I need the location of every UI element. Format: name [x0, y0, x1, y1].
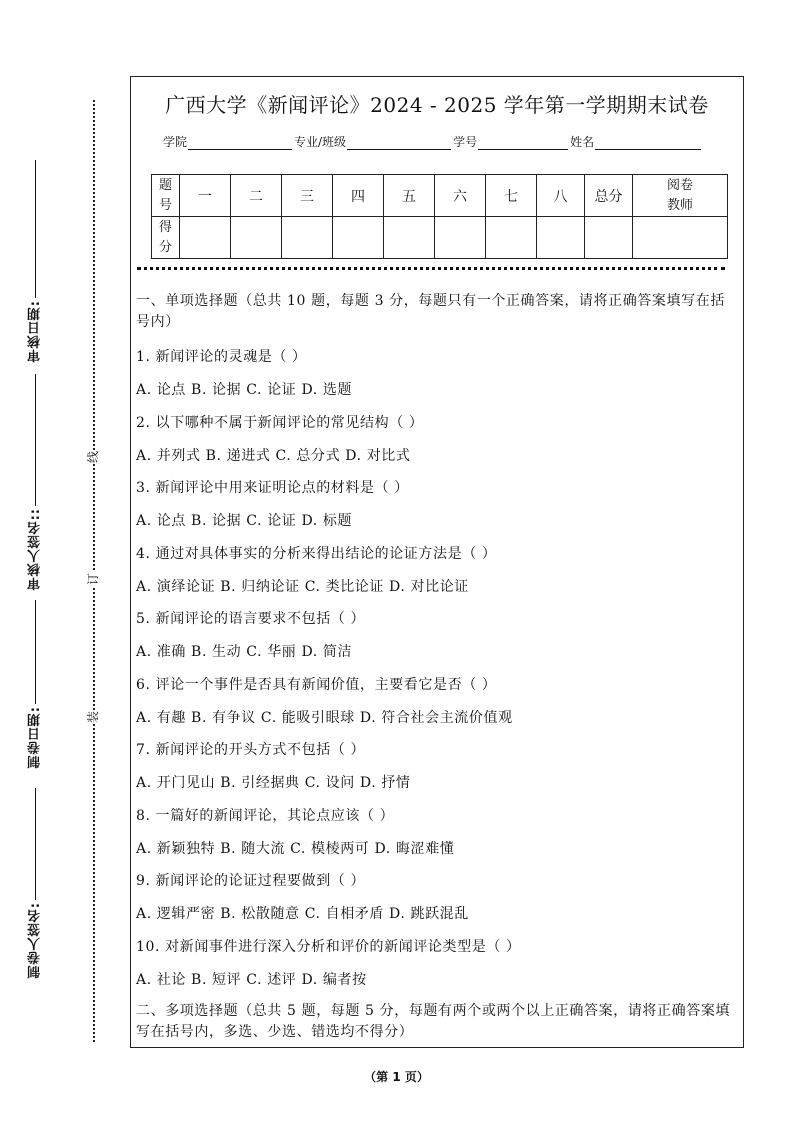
page-number: （第 1 页）: [364, 1070, 429, 1084]
major-class-label: 专业/班级: [294, 135, 347, 149]
creation-date-line: [22, 596, 48, 704]
question-5: 5. 新闻评论的语言要求不包括（ ）: [136, 611, 366, 627]
question-3: 3. 新闻评论中用来证明论点的材料是（ ）: [136, 480, 409, 496]
binding-char-zhuang: 装: [85, 710, 100, 724]
reviewer-cell[interactable]: [633, 217, 728, 259]
options-5: A. 准确 B. 生动 C. 华丽 D. 简洁: [136, 644, 353, 660]
creation-date-label: 制卷日期:: [27, 706, 43, 769]
score-cell[interactable]: [333, 217, 384, 259]
student-info-row: [163, 133, 703, 150]
reviewer-signature-label: 审核人签名::: [27, 508, 43, 591]
col-header: 五: [384, 175, 435, 217]
reviewer-signature-line: [22, 370, 48, 506]
options-1: A. 论点 B. 论据 C. 论证 D. 选题: [136, 382, 353, 398]
question-6: 6. 评论一个事件是否具有新闻价值，主要看它是否（ ）: [136, 677, 497, 693]
major-class-field[interactable]: [347, 137, 451, 150]
options-4: A. 演绎论证 B. 归纳论证 C. 类比论证 D. 对比论证: [136, 579, 469, 595]
score-cell[interactable]: [384, 217, 435, 259]
review-date-line: [22, 156, 48, 298]
score-cell[interactable]: [282, 217, 333, 259]
score-cell[interactable]: [486, 217, 537, 259]
score-cell[interactable]: [537, 217, 585, 259]
question-10: 10. 对新闻事件进行深入分析和评价的新闻评论类型是（ ）: [136, 939, 521, 955]
col-header: 八: [537, 175, 585, 217]
question-4: 4. 通过对具体事实的分析来得出结论的论证方法是（ ）: [136, 546, 497, 562]
exam-title: 广西大学《新闻评论》2024 - 2025 学年第一学期期末试卷: [165, 93, 709, 117]
score-row-header: 得 分: [152, 217, 180, 259]
college-field[interactable]: [188, 137, 292, 150]
options-9: A. 逻辑严密 B. 松散随意 C. 自相矛盾 D. 跳跃混乱: [136, 906, 469, 922]
col-header: 四: [333, 175, 384, 217]
col-header: 七: [486, 175, 537, 217]
options-3: A. 论点 B. 论据 C. 论证 D. 标题: [136, 513, 353, 529]
question-7: 7. 新闻评论的开头方式不包括（ ）: [136, 742, 366, 758]
options-8: A. 新颖独特 B. 随大流 C. 模棱两可 D. 晦涩难懂: [136, 841, 455, 857]
col-header-total: 总分: [585, 175, 633, 217]
options-2: A. 并列式 B. 递进式 C. 总分式 D. 对比式: [136, 448, 411, 464]
creator-signature-line: [22, 784, 48, 900]
student-id-label: 学号: [453, 135, 478, 149]
score-cell[interactable]: [180, 217, 231, 259]
question-9: 9. 新闻评论的论证过程要做到（ ）: [136, 873, 366, 889]
question-no-header: 题 号: [152, 175, 180, 217]
col-header: 二: [231, 175, 282, 217]
reviewer-header: 阅卷 教师: [633, 175, 728, 217]
question-1: 1. 新闻评论的灵魂是（ ）: [136, 349, 307, 365]
name-field[interactable]: [595, 137, 701, 150]
student-id-field[interactable]: [478, 137, 568, 150]
section2-heading: 二、多项选择题（总共 5 题，每题 5 分，每题有两个或两个以上正确答案，请将正确答案填写在括号内，多选、少选、错选均不得分）: [136, 1003, 731, 1040]
score-cell-total[interactable]: [585, 217, 633, 259]
options-6: A. 有趣 B. 有争议 C. 能吸引眼球 D. 符合社会主流价值观: [136, 710, 513, 726]
creator-signature-label: 制卷人签名:: [27, 902, 43, 979]
score-cell[interactable]: [231, 217, 282, 259]
exam-frame: [130, 76, 744, 1048]
col-header: 一: [180, 175, 231, 217]
binding-dotted-line: [93, 100, 95, 1042]
section1-heading: 一、单项选择题（总共 10 题，每题 3 分，每题只有一个正确答案，请将正确答案填写在括号内）: [136, 293, 725, 330]
options-7: A. 开门见山 B. 引经据典 C. 设问 D. 抒情: [136, 775, 411, 791]
college-label: 学院: [163, 135, 188, 149]
score-cell[interactable]: [435, 217, 486, 259]
question-8: 8. 一篇好的新闻评论，其论点应该（ ）: [136, 808, 395, 824]
review-date-label: 审核日期:: [27, 300, 43, 363]
name-label: 姓名: [570, 135, 595, 149]
col-header: 六: [435, 175, 486, 217]
col-header: 三: [282, 175, 333, 217]
dotted-separator: [137, 267, 725, 270]
score-table: [151, 174, 728, 259]
question-2: 2. 以下哪种不属于新闻评论的常见结构（ ）: [136, 415, 424, 431]
options-10: A. 社论 B. 短评 C. 述评 D. 编者按: [136, 972, 367, 988]
binding-char-xian: 线: [85, 450, 100, 464]
binding-char-ding: 订: [85, 572, 100, 586]
